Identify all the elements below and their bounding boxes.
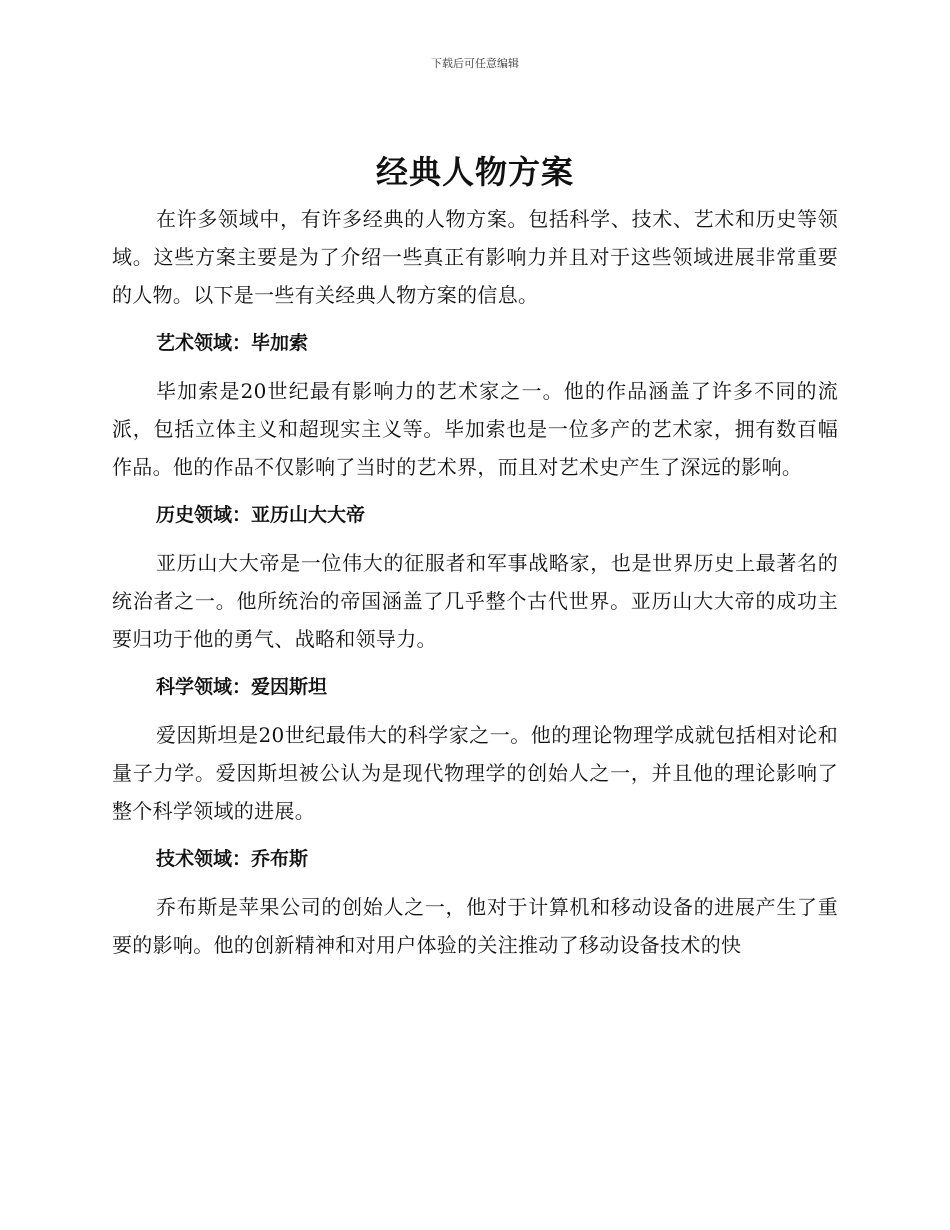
section-heading-technology: 技术领域：乔布斯 [156, 848, 309, 870]
document-body [112, 200, 838, 974]
header-note: 下载后可任意编辑 [431, 57, 519, 70]
section-body-technology: 乔布斯是苹果公司的创始人之一，他对于计算机和移动设备的进展产生了重要的影响。他的创新精神和对用户体验的关注推动了移动设备技术的快 [112, 895, 838, 957]
document-title: 经典人物方案 [375, 153, 574, 191]
section-heading-history: 历史领域：亚历山大大帝 [156, 504, 366, 526]
section-body-science: 爱因斯坦是20世纪最伟大的科学家之一。他的理论物理学成就包括相对论和量子力学。爱因斯坦被公认为是现代物理学的创始人之一，并且他的理论影响了整个科学领域的进展。 [112, 723, 838, 823]
section-heading-art: 艺术领域：毕加索 [156, 332, 309, 354]
section-body-art: 毕加索是20世纪最有影响力的艺术家之一。他的作品涵盖了许多不同的流派，包括立体主义和超现实主义等。毕加索也是一位多产的艺术家，拥有数百幅作品。他的作品不仅影响了当时的艺术界，而且对艺术史产生了深远的影响。 [112, 379, 838, 479]
section-heading-science: 科学领域：爱因斯坦 [156, 676, 328, 698]
section-body-history: 亚历山大大帝是一位伟大的征服者和军事战略家，也是世界历史上最著名的统治者之一。他所统治的帝国涵盖了几乎整个古代世界。亚历山大大帝的成功主要归功于他的勇气、战略和领导力。 [112, 551, 838, 651]
intro-paragraph: 在许多领域中，有许多经典的人物方案。包括科学、技术、艺术和历史等领域。这些方案主要是为了介绍一些真正有影响力并且对于这些领域进展非常重要的人物。以下是一些有关经典人物方案的信息。 [112, 207, 838, 307]
